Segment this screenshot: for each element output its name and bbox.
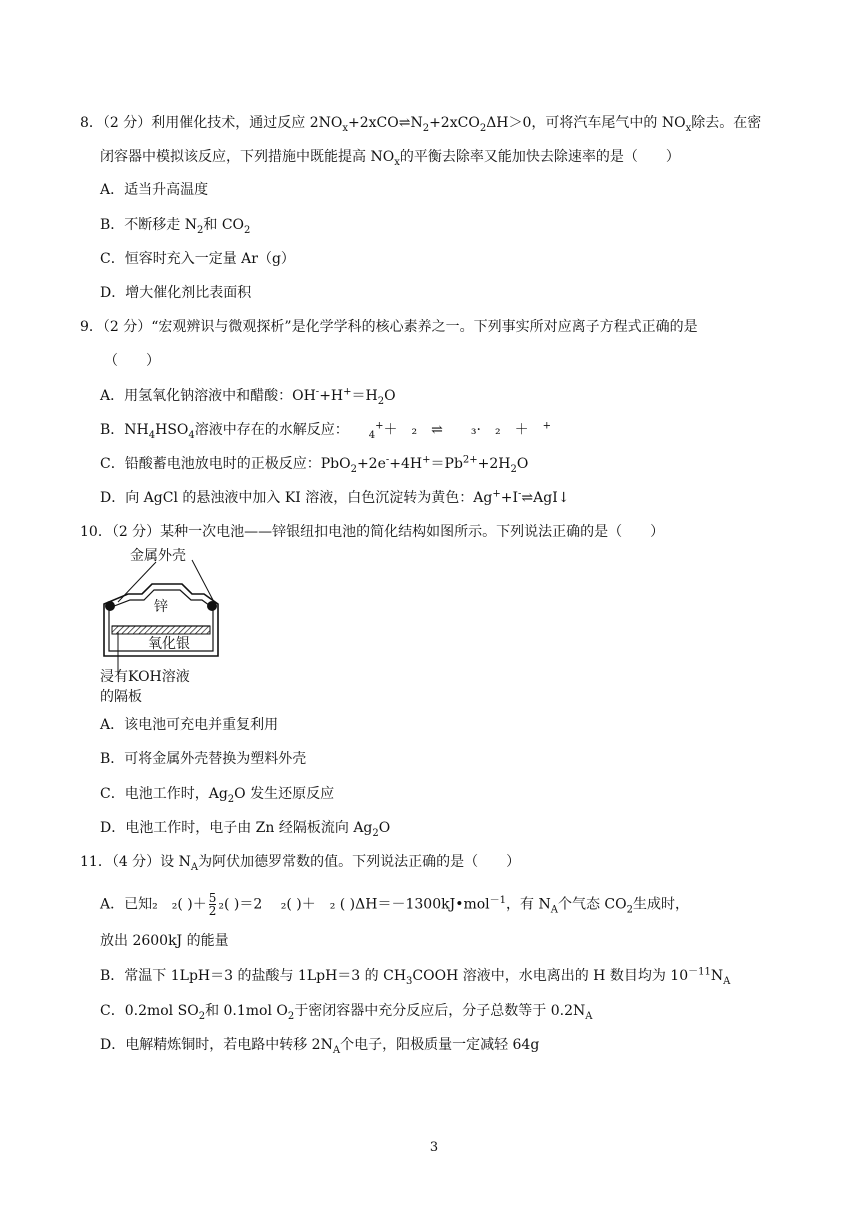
label-separator-line1: 浸有KOH溶液 [100, 669, 190, 685]
q9-option-b: B．$NH_4HSO_4$溶液中存在的水解反应： $_4$+＋ ₂ ⇌ ₃· ₂ ＋ + [100, 420, 551, 441]
q8-option-d: D．增大催化剂比表面积 [100, 285, 252, 301]
label-silver-oxide: 氧化银 [148, 636, 190, 652]
q10-option-d: D．电池工作时，电子由 Zn 经隔板流向 $Ag_2O$ [100, 820, 391, 839]
label-zinc: 锌 [154, 599, 168, 615]
q10-option-c: C．电池工作时，$Ag_2O$ 发生还原反应 [100, 786, 335, 805]
fraction-five-halves: $\frac{5}{2}$ [208, 891, 217, 918]
q9-stem-line1: 9．（2 分）“宏观辨识与微观探析”是化学学科的核心素养之一。下列事实所对应离子方程式正确的是 [80, 319, 698, 335]
q8-option-b: B．不断移走 $N_2$和 $CO_2$ [100, 217, 251, 236]
q11-option-c: C．0.2mol $SO_2$和 0.1mol $O_2$于密闭容器中充分反应后，分子总数等于 $0.2N_A$ [100, 1003, 593, 1022]
q11-option-a: A．已知₂ ₂( )＋ $\frac{5}{2}$ ₂( )＝2 ₂( )＋ ₂ ( )ΔH＝－1300kJ•mol$^{-1}$，有 $N_A$个气态 $CO_2$生成时， [100, 891, 689, 918]
q8-option-a: A．适当升高温度 [100, 182, 209, 198]
q8-stem-line2: 闭容器中模拟该反应，下列措施中既能提高 $NO_x$的平衡去除率又能加快去除速率的是（ ） [100, 149, 680, 168]
q8-option-c: C．恒容时充入一定量 Ar（g） [100, 251, 295, 267]
q10-option-b: B．可将金属外壳替换为塑料外壳 [100, 751, 307, 767]
q11-stem: 11．（4 分）设 $N_A$为阿伏加德罗常数的值。下列说法正确的是（ ） [80, 854, 521, 873]
q9-stem-line2: （ ） [104, 353, 160, 369]
q9-option-a: A．用氢氧化钠溶液中和醋酸：$OH^-+H^+=H_2O$ [100, 386, 396, 407]
q11-option-b: B．常温下 1LpH＝3 的盐酸与 1LpH＝3 的 $CH_3COOH$ 溶液中，水电离出的 H 数目均为 $10^{-11}N_A$ [100, 966, 731, 987]
label-separator-line2: 的隔板 [100, 689, 142, 705]
q11-option-a-line2: 放出 2600kJ 的能量 [100, 933, 229, 949]
q10-option-a: A．该电池可充电并重复利用 [100, 717, 279, 733]
q9-option-d: D．向 AgCl 的悬浊液中加入 KI 溶液，白色沉淀转为黄色：Ag++I-⇌AgI↓ [100, 488, 570, 506]
page-number: 3 [429, 1140, 439, 1155]
q9-option-c: C．铅酸蓄电池放电时的正极反应：$PbO_2+2e^-+4H^+=Pb^{2+}+2H_2O$ [100, 454, 529, 475]
battery-diagram [96, 546, 236, 716]
q8-stem-line1: 8．（2 分）利用催化技术，通过反应 $2NO_x+2xCO\rightleftharpoons N_2+2xCO_2\Delta H>0$，可将汽车尾气中的 $NO_x$除去。在密 [80, 115, 762, 134]
q10-stem: 10．（2 分）某种一次电池——锌银纽扣电池的简化结构如图所示。下列说法正确的是（ ） [80, 524, 665, 540]
label-metal-shell: 金属外壳 [130, 548, 186, 564]
q11-option-d: D．电解精炼铜时，若电路中转移 $2N_A$个电子，阳极质量一定减轻 64g [100, 1037, 540, 1056]
